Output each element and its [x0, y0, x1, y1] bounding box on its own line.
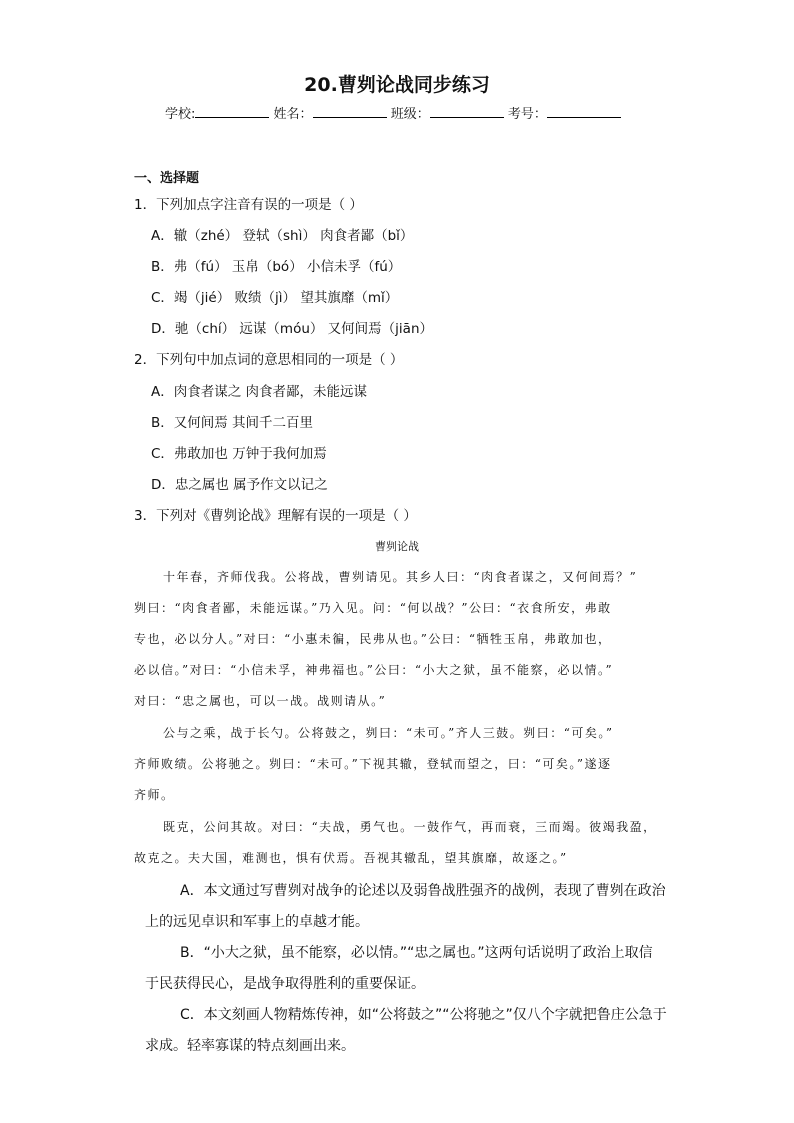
class-blank[interactable]	[430, 104, 504, 118]
passage-line: 齐师。	[134, 788, 175, 802]
exam-no-label: 考号：	[507, 107, 547, 122]
passage-line: 对曰：“忠之属也，可以一战。战则请从。”	[134, 694, 387, 708]
q3-option-a[interactable]: A．本文通过写曹刿对战争的论述以及弱鲁战胜强齐的战例，表现了曹刿在政治	[180, 883, 666, 899]
name-label: 姓名：	[273, 107, 313, 122]
q2-option-a[interactable]: A．肉食者谋之 肉食者鄙，未能远谋	[151, 384, 368, 400]
q2-option-c[interactable]: C．弗敢加也 万钟于我何加焉	[151, 446, 327, 462]
q3-option-c[interactable]: C．本文刻画人物精炼传神，如“公将鼓之”“公将驰之”仅八个字就把鲁庄公急于	[180, 1007, 667, 1023]
q3-option-a-cont: 上的远见卓识和军事上的卓越才能。	[145, 914, 369, 930]
passage-line: 必以信。”对曰：“小信未孚，神弗福也。”公曰：“小大之狱，虽不能察，必以情。”	[134, 663, 614, 677]
q1-option-d[interactable]: D．驰（chí） 远谋（móu） 又何间焉（jiān）	[151, 321, 434, 337]
passage-line: 专也，必以分人。”对曰：“小惠未徧，民弗从也。”公曰：“牺牲玉帛，弗敢加也，	[134, 632, 612, 646]
passage-line: 既克，公问其故。对曰：“夫战，勇气也。一鼓作气，再而衰，三而竭。彼竭我盈，	[163, 820, 657, 834]
q2-stem: 2．下列句中加点词的意思相同的一项是（ ）	[134, 352, 404, 368]
passage-line: 刿曰：“肉食者鄙，未能远谋。”乃入见。问：“何以战？”公曰：“衣食所安，弗敢	[134, 601, 612, 615]
student-info-row	[165, 103, 621, 122]
q3-stem: 3．下列对《曹刿论战》理解有误的一项是（ ）	[134, 508, 417, 524]
q1-option-c[interactable]: C．竭（jié） 败绩（jì） 望其旗靡（mǐ）	[151, 290, 399, 306]
q2-option-b[interactable]: B．又何间焉 其间千二百里	[151, 415, 314, 431]
exam-no-blank[interactable]	[547, 104, 621, 118]
q1-option-a[interactable]: A．辙（zhé） 登轼（shì） 肉食者鄙（bǐ）	[151, 228, 414, 244]
q2-option-d[interactable]: D．忠之属也 属予作文以记之	[151, 477, 328, 493]
section-heading: 一、选择题	[134, 171, 200, 186]
q3-option-b[interactable]: B．“小大之狱，虽不能察，必以情。”“忠之属也。”这两句话说明了政治上取信	[180, 945, 653, 961]
page-title: 20.曹刿论战同步练习	[304, 74, 490, 96]
passage-title: 曹刿论战	[375, 540, 419, 553]
school-blank[interactable]	[195, 104, 269, 118]
q1-option-b[interactable]: B．弗（fú） 玉帛（bó） 小信未孚（fú）	[151, 259, 402, 275]
school-label: 学校:	[165, 107, 196, 122]
q3-option-c-cont: 求成。轻率寡谋的特点刻画出来。	[145, 1038, 355, 1054]
class-label: 班级：	[390, 107, 430, 122]
q1-stem: 1．下列加点字注音有误的一项是（ ）	[134, 197, 363, 213]
passage-line: 十年春，齐师伐我。公将战，曹刿请见。其乡人曰：“肉食者谋之，又何间焉？”	[163, 570, 638, 584]
passage-line: 故克之。夫大国，难测也，惧有伏焉。吾视其辙乱，望其旗靡，故逐之。”	[134, 851, 568, 865]
q3-option-b-cont: 于民获得民心，是战争取得胜利的重要保证。	[145, 976, 425, 992]
passage-line: 齐师败绩。公将驰之。刿曰：“未可。”下视其辙，登轼而望之，曰：“可矣。”遂逐	[134, 757, 612, 771]
name-blank[interactable]	[313, 104, 387, 118]
passage-line: 公与之乘，战于长勺。公将鼓之，刿曰：“未可。”齐人三鼓。刿曰：“可矣。”	[163, 726, 614, 740]
